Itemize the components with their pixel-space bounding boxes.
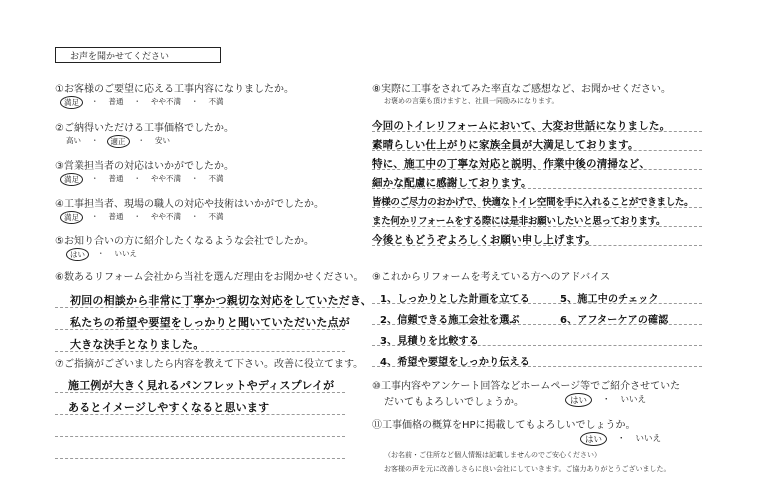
option-no[interactable]: いいえ (620, 395, 647, 405)
option-normal[interactable]: 普通 (108, 212, 124, 221)
question-5: ⑤お知り合いの方に紹介したくなるような会社でしたか。 (55, 236, 314, 247)
question-4-options: 満足 ・ 普通 ・ やや不満 ・ 不満 (60, 211, 226, 224)
question-11: ⑪工事価格の概算をHPに掲載してもよろしいでしょうか。 (372, 420, 636, 431)
option-satisfied[interactable]: 満足 (60, 173, 83, 186)
advice-item: 2、信頼できる施工会社を選ぶ (380, 315, 520, 326)
question-7: ⑦ご指摘がございましたら内容を教えて下さい。改善に役立てます。 (55, 359, 364, 370)
handwritten-answer-line: 素晴らしい仕上がりに家族全員が大満足しております。 (372, 139, 639, 151)
handwritten-answer-line: 私たちの希望や要望をしっかりと聞いていただいた点が (70, 316, 350, 329)
question-4: ④工事担当者、現場の職人の対応や技術はいかがでしたか。 (55, 199, 324, 210)
option-yes[interactable]: はい (565, 393, 592, 407)
question-1-options: 満足 ・ 普通 ・ やや不満 ・ 不満 (60, 96, 226, 109)
answer-line (55, 458, 345, 459)
advice-item: 4、希望や要望をしっかり伝える (380, 357, 530, 368)
option-somewhat-dissatisfied[interactable]: やや不満 (151, 212, 181, 221)
option-fair[interactable]: 適正 (107, 135, 130, 148)
option-yes[interactable]: はい (66, 248, 89, 261)
advice-item: 3、見積りを比較する (380, 336, 479, 347)
question-2: ②ご納得いただける工事価格でしたか。 (55, 123, 234, 134)
question-1: ①お客様のご要望に応える工事内容になりましたか。 (55, 84, 294, 95)
question-11-options: はい ・ いいえ (580, 432, 661, 446)
option-somewhat-dissatisfied[interactable]: やや不満 (151, 97, 181, 106)
handwritten-answer-line: 大きな決手となりました。 (70, 338, 205, 351)
section-title: お声を聞かせてください (55, 47, 221, 63)
option-normal[interactable]: 普通 (108, 174, 124, 183)
question-6: ⑥数あるリフォーム会社から当社を選んだ理由をお聞かせください。 (55, 272, 364, 283)
question-8: ⑧実際に工事をされてみた率直なご感想など、お聞かせください。 (372, 84, 671, 95)
option-cheap[interactable]: 安い (155, 136, 170, 145)
handwritten-answer-line: あるとイメージしやすくなると思います (68, 401, 270, 414)
question-3-options: 満足 ・ 普通 ・ やや不満 ・ 不満 (60, 173, 226, 186)
option-dissatisfied[interactable]: 不満 (208, 174, 224, 183)
answer-line (55, 436, 345, 437)
privacy-note: （お名前・ご住所など個人情報は記載しませんのでご安心ください） (384, 451, 601, 459)
question-10-options: はい ・ いいえ (565, 393, 646, 407)
advice-item: 5、施工中のチェック (560, 294, 659, 305)
option-no[interactable]: いいえ (114, 249, 137, 258)
option-high[interactable]: 高い (66, 136, 81, 145)
option-somewhat-dissatisfied[interactable]: やや不満 (151, 174, 181, 183)
handwritten-answer-line: また何かリフォームをする際には是非お願いしたいと思っております。 (372, 216, 666, 227)
option-no[interactable]: いいえ (635, 434, 662, 444)
question-8-note: お褒めの言葉も頂けますと、社員一同励みになります。 (384, 97, 559, 105)
question-2-options: 高い ・ 適正 ・ 安い (66, 136, 170, 146)
advice-item: 6、アフターケアの確認 (560, 315, 669, 326)
handwritten-answer-line: 今後ともどうぞよろしくお願い申し上げます。 (372, 234, 596, 246)
handwritten-answer-line: 施工例が大きく見れるパンフレットやディスプレイが (68, 379, 335, 392)
question-3: ③営業担当者の対応はいかがでしたか。 (55, 161, 234, 172)
handwritten-answer-line: 初回の相談から非常に丁寧かつ親切な対応をしていただき、 (70, 294, 372, 307)
handwritten-answer-line: 特に、施工中の丁寧な対応と説明、作業中後の清掃など、 (372, 158, 651, 170)
option-yes[interactable]: はい (580, 432, 607, 446)
option-satisfied[interactable]: 満足 (60, 96, 83, 109)
option-satisfied[interactable]: 満足 (60, 211, 83, 224)
handwritten-answer-line: 今回のトイレリフォームにおいて、大変お世話になりました。 (372, 120, 671, 132)
thanks-note: お客様の声を元に改善しさらに良い会社にしていきます。ご協力ありがとうございました。 (384, 465, 671, 473)
advice-item: 1、しっかりとした計画を立てる (380, 294, 530, 305)
question-5-options: はい ・ いいえ (66, 248, 139, 261)
option-normal[interactable]: 普通 (108, 97, 124, 106)
question-10-continued: だいてもよろしいでしょうか。 (384, 397, 524, 408)
option-dissatisfied[interactable]: 不満 (208, 212, 224, 221)
handwritten-answer-line: 皆様のご尽力のおかげで、快適なトイレ空間を手に入れることができました。 (372, 197, 694, 208)
question-9: ⑨これからリフォームを考えている方へのアドバイス (372, 272, 611, 283)
handwritten-answer-line: 細かな配慮に感謝しております。 (372, 177, 532, 189)
option-dissatisfied[interactable]: 不満 (208, 97, 224, 106)
question-10: ⑩工事内容やアンケート回答などホームページ等でご紹介させていた (372, 381, 681, 392)
